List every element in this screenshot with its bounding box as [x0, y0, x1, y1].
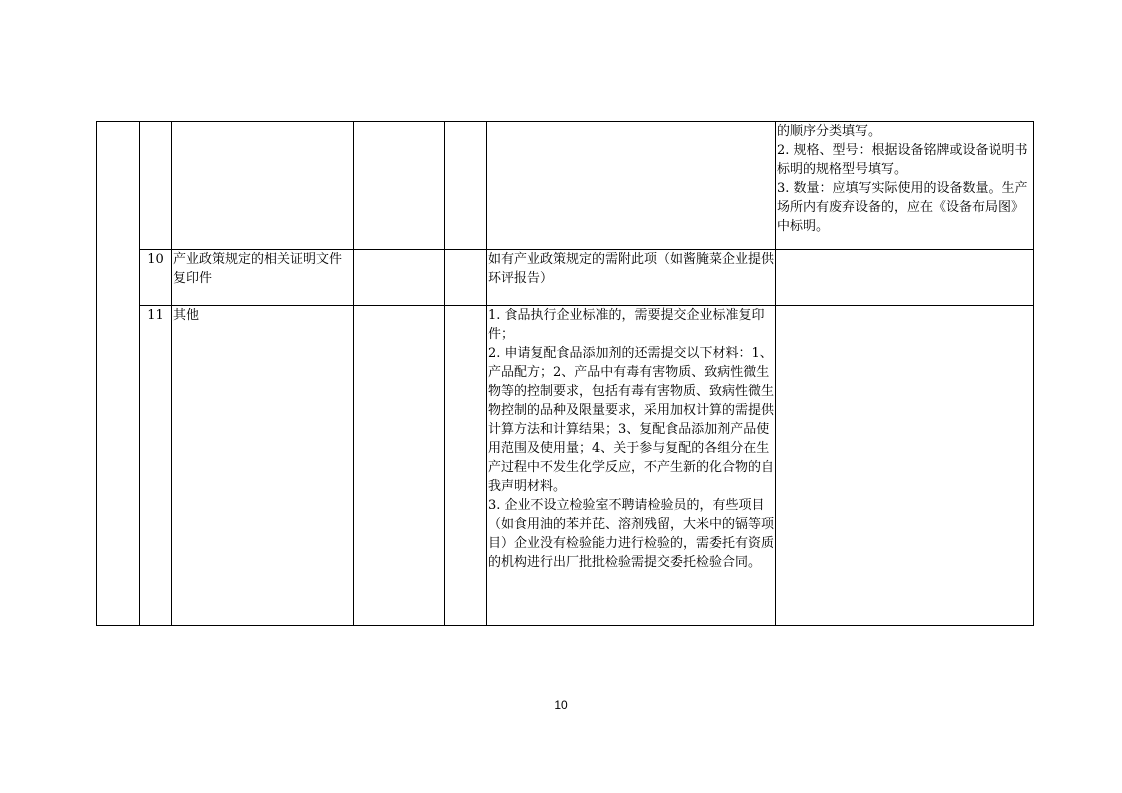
row-number: 11 [140, 306, 172, 626]
note-paragraph: 3. 企业不设立检验室不聘请检验员的，有些项目（如食用油的苯并芘、溶剂残留，大米中的镉等项目）企业没有检验能力进行检验的，需委托有资质的机构进行出厂批批检验需提交委托检验合同。 [488, 498, 775, 570]
requirements-cell [776, 122, 1034, 250]
notes-cell [487, 306, 776, 626]
requirement-line: 3. 数量：应填写实际使用的设备数量。生产场所内有废弃设备的，应在《设备布局图》中标明。 [777, 181, 1028, 234]
row-number [140, 122, 172, 250]
requirements-table [96, 121, 1034, 626]
item-name-cell: 其他 [172, 306, 354, 626]
item-name-cell [172, 122, 354, 250]
notes-cell [487, 122, 776, 250]
empty-cell [354, 122, 445, 250]
requirement-line: 2. 规格、型号：根据设备铭牌或设备说明书标明的规格型号填写。 [777, 143, 1028, 177]
note-paragraph: 1. 食品执行企业标准的，需要提交企业标准复印件； [488, 308, 765, 342]
row-number: 10 [140, 250, 172, 306]
requirements-cell [776, 306, 1034, 626]
item-name-cell: 产业政策规定的相关证明文件复印件 [172, 250, 354, 306]
table-row [97, 306, 1034, 626]
note-paragraph: 2. 申请复配食品添加剂的还需提交以下材料：1、产品配方；2、产品中有毒有害物质、致病性微生物等的控制要求，包括有毒有害物质、致病性微生物控制的品种及限量要求，采用加权计算的需提供计算方法和计算结果；3、复配食品添加剂产品使用范围及使用量；4、关于参与复配的各组分在生产过程中不发生化学反应，不产生新的化合物的自我声明材料。 [488, 346, 775, 494]
empty-cell [354, 306, 445, 626]
notes-cell: 如有产业政策规定的需附此项（如酱腌菜企业提供环评报告） [487, 250, 776, 306]
empty-cell [354, 250, 445, 306]
table-row [97, 122, 1034, 250]
requirement-line: 的顺序分类填写。 [777, 124, 882, 139]
empty-cell [445, 122, 487, 250]
category-cell [97, 122, 140, 626]
table-row [97, 250, 1034, 306]
requirements-cell [776, 250, 1034, 306]
page-number: 10 [554, 698, 568, 712]
empty-cell [445, 306, 487, 626]
empty-cell [445, 250, 487, 306]
